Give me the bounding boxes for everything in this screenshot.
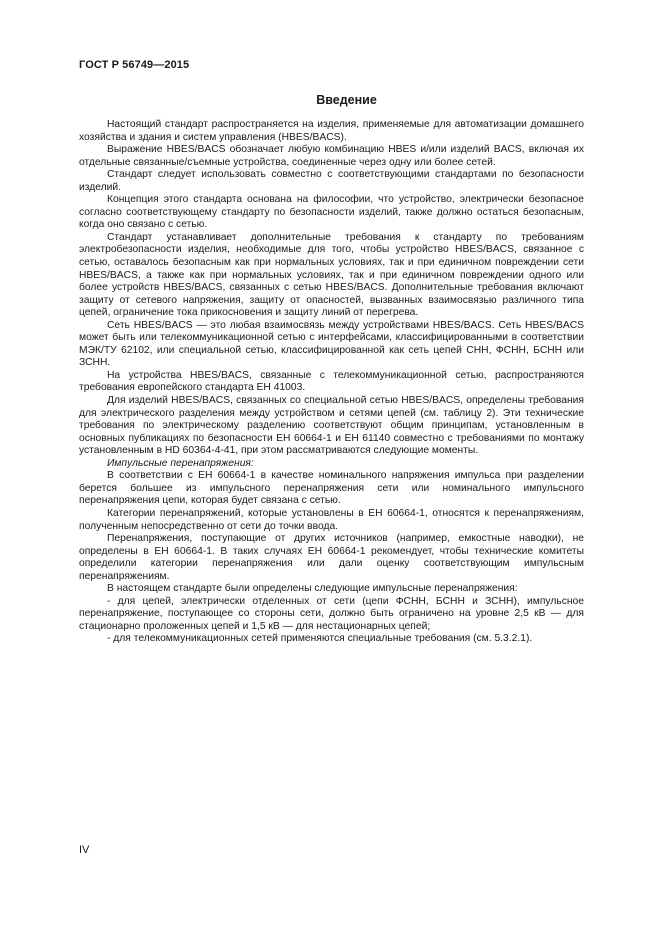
paragraph: Концепция этого стандарта основана на философии, что устройство, электрически безопасное согласно соответствующему стандарту по безопасности изделий, также должно остаться безопасным, когда оно связано с сетью. [79, 194, 584, 231]
paragraph: Для изделий HBES/BACS, связанных со специальной сетью HBES/BACS, определены требования для электрического разделения между устройством и сетями цепей (см. таблицу 2). Эти технические требования по электрическому разделению соответствуют общим принципам, установленным в основных публикациях по безопасности ЕН 60664-1 и ЕН 61140 совместно с требованиями по монтажу установленным в HD 60364-4-41, при этом рассматриваются следующие моменты. [79, 395, 584, 457]
paragraph: Выражение HBES/BACS обозначает любую комбинацию HBES и/или изделий BACS, включая их отдельные связанные/съемные устройства, соединенные через одну или более сетей. [79, 144, 584, 168]
list-item: - для цепей, электрически отделенных от сети (цепи ФСНН, БСНН и ЗСНН), импульсное перенапряжение, поступающее со стороны сети, должно быть ограничено на уровне 2,5 кВ — для стационарно проложенных цепей и 1,5 кВ — для нестационарных цепей; [79, 595, 584, 632]
paragraph: В настоящем стандарте были определены следующие импульсные перенапряжения: [107, 583, 518, 595]
list-item: - для телекоммуникационных сетей применяются специальные требования (см. 5.3.2.1). [107, 633, 533, 645]
paragraph: На устройства HBES/BACS, связанные с телекоммуникационной сетью, распространяются требования европейского стандарта ЕН 41003. [79, 369, 584, 394]
paragraph: Сеть HBES/BACS — это любая взаимосвязь между устройствами HBES/BACS. Сеть HBES/BACS может быть или телекоммуникационной сетью с интерфейсами, классифицированными в соответствии МЭК/ТУ 62102, или специальной сетью, классифицированной как сеть цепей СНН, ФСНН, БСНН или ЗСНН. [79, 319, 584, 369]
paragraph: Стандарт устанавливает дополнительные требования к стандарту по требованиям электробезопасности изделия, необходимые для того, чтобы устройство HBES/BACS, связанное с сетью, оставалось безопасным как при нормальных условиях, так и при единичном повреждении сети HBES/BACS, а также как при нормальных условиях, так и при единичном повреждении одного или более устройств HBES/BACS, связанных с сетью HBES/BACS. Дополнительные требования включают защиту от сетевого напряжения, защиту от опасностей, вызванных взаимосвязью различного типа цепей, ограничение тока прикосновения и защиту линий от перегрева. [79, 231, 584, 319]
document-code: ГОСТ Р 56749—2015 [79, 59, 190, 71]
paragraph: Перенапряжения, поступающие от других источников (например, емкостные наводки), не определены в ЕН 60664-1. В таких случаях ЕН 60664-1 рекомендует, чтобы технические комитеты определили категории перенапряжения или дали оценку соответствующим импульсным перенапряжениям. [79, 533, 584, 582]
body-text [79, 119, 584, 646]
paragraph: В соответствии с ЕН 60664-1 в качестве номинального напряжения импульса при разделении берется большее из импульсного перенапряжения сети или номинального импульсного перенапряжения цепи, которая будет связана с сетью. [79, 470, 584, 507]
section-title: Введение [316, 93, 377, 107]
paragraph: Настоящий стандарт распространяется на изделия, применяемые для автоматизации домашнего хозяйства и здания и систем управления (HBES/BACS). [79, 119, 584, 143]
page-number: IV [79, 844, 90, 856]
paragraph: Стандарт следует использовать совместно с соответствующими стандартами по безопасности изделий. [79, 169, 584, 193]
paragraph: Категории перенапряжений, которые установлены в ЕН 60664-1, относятся к перенапряжениям, полученным непосредственно от сети до точки ввода. [79, 507, 584, 532]
subheading-impulse-overvoltages: Импульсные перенапряжения: [107, 457, 254, 469]
